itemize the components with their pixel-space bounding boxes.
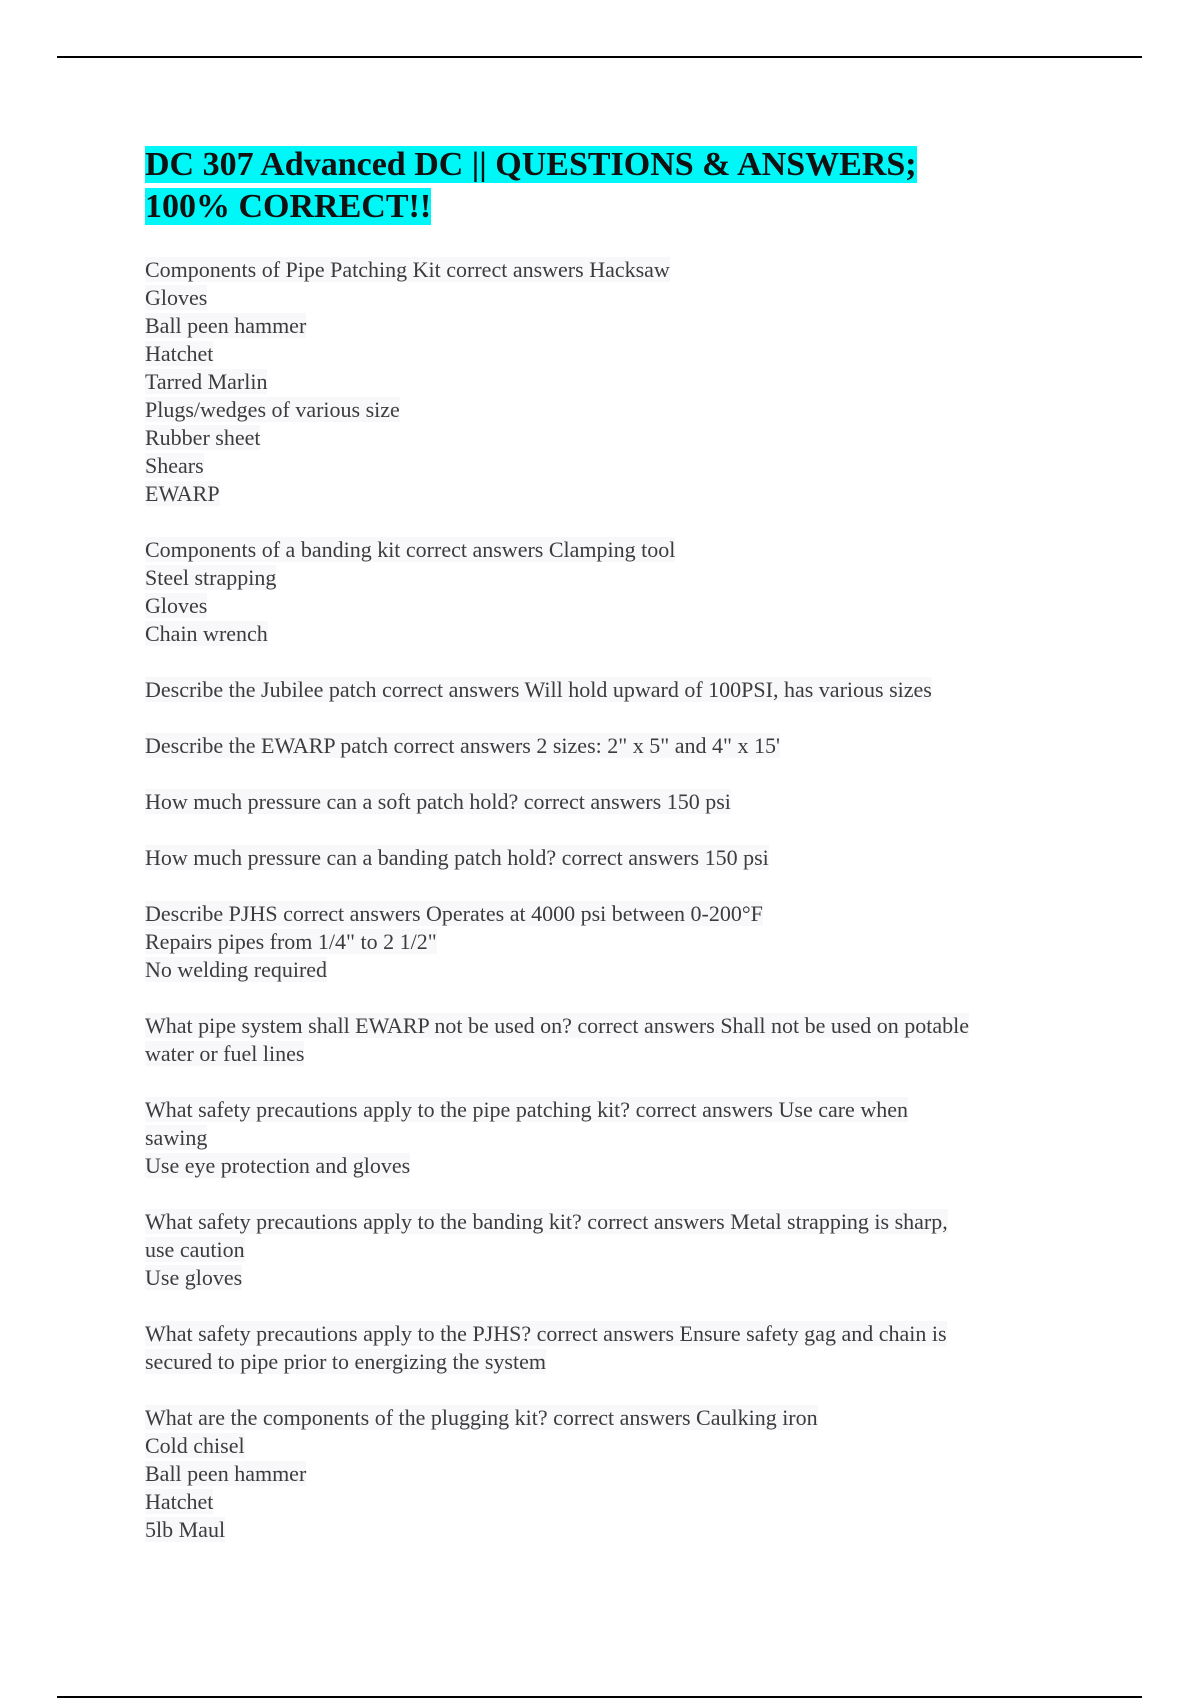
qa-entry: [145, 1096, 1075, 1180]
qa-line: [145, 620, 1075, 648]
qa-line: [145, 536, 1075, 564]
qa-line: [145, 1096, 1075, 1124]
qa-line-text: Chain wrench: [145, 621, 268, 646]
qa-line-text: Use eye protection and gloves: [145, 1153, 411, 1178]
qa-line: [145, 676, 1075, 704]
qa-entry: [145, 1012, 1075, 1068]
qa-line: [145, 1208, 1075, 1236]
qa-line-text: 5lb Maul: [145, 1517, 226, 1542]
title-line-1: DC 307 Advanced DC || QUESTIONS & ANSWERS;: [145, 146, 917, 183]
qa-line: [145, 340, 1075, 368]
qa-line-text: How much pressure can a soft patch hold? correct answers 150 psi: [145, 789, 731, 814]
qa-line: [145, 1264, 1075, 1292]
qa-line: [145, 1348, 1075, 1376]
qa-line: [145, 1404, 1075, 1432]
qa-line: [145, 564, 1075, 592]
qa-line: [145, 480, 1075, 508]
qa-line-text: Hatchet: [145, 1489, 214, 1514]
qa-line-text: Describe PJHS correct answers Operates at 4000 psi between 0-200°F: [145, 901, 763, 926]
qa-line-text: Tarred Marlin: [145, 369, 268, 394]
qa-entry: [145, 1320, 1075, 1376]
qa-line: [145, 844, 1075, 872]
qa-line-text: No welding required: [145, 957, 328, 982]
qa-line: [145, 1012, 1075, 1040]
qa-line: [145, 1320, 1075, 1348]
qa-line-text: Components of Pipe Patching Kit correct answers Hacksaw: [145, 257, 670, 282]
qa-line-text: Plugs/wedges of various size: [145, 397, 400, 422]
qa-line-text: Rubber sheet: [145, 425, 261, 450]
qa-line-text: Hatchet: [145, 341, 214, 366]
qa-list: [145, 256, 1075, 1544]
top-divider: [57, 56, 1142, 58]
qa-line: [145, 424, 1075, 452]
qa-line-text: What safety precautions apply to the banding kit? correct answers Metal strapping is sharp,: [145, 1209, 948, 1234]
qa-line-text: Components of a banding kit correct answers Clamping tool: [145, 537, 676, 562]
qa-line-text: What are the components of the plugging kit? correct answers Caulking iron: [145, 1405, 818, 1430]
qa-entry: [145, 536, 1075, 648]
document-page: [145, 144, 1075, 1572]
qa-line-text: Describe the EWARP patch correct answers 2 sizes: 2" x 5" and 4" x 15': [145, 733, 780, 758]
qa-line: [145, 732, 1075, 760]
qa-line: [145, 928, 1075, 956]
qa-line-text: water or fuel lines: [145, 1041, 305, 1066]
qa-entry: [145, 900, 1075, 984]
qa-line-text: What safety precautions apply to the PJHS? correct answers Ensure safety gag and chain is: [145, 1321, 947, 1346]
qa-line-text: What safety precautions apply to the pipe patching kit? correct answers Use care when: [145, 1097, 908, 1122]
qa-entry: [145, 1208, 1075, 1292]
qa-entry: [145, 788, 1075, 816]
qa-line: [145, 312, 1075, 340]
qa-line: [145, 788, 1075, 816]
title-line-2: 100% CORRECT!!: [145, 188, 432, 225]
qa-line: [145, 396, 1075, 424]
qa-line: [145, 1124, 1075, 1152]
qa-line-text: EWARP: [145, 481, 220, 506]
qa-line: [145, 284, 1075, 312]
qa-line: [145, 1460, 1075, 1488]
qa-line-text: sawing: [145, 1125, 208, 1150]
qa-line-text: Gloves: [145, 593, 208, 618]
qa-line-text: secured to pipe prior to energizing the system: [145, 1349, 546, 1374]
qa-line: [145, 256, 1075, 284]
qa-line-text: How much pressure can a banding patch hold? correct answers 150 psi: [145, 845, 769, 870]
qa-line: [145, 956, 1075, 984]
qa-line: [145, 1152, 1075, 1180]
qa-line: [145, 1488, 1075, 1516]
qa-entry: [145, 1404, 1075, 1544]
qa-line-text: Steel strapping: [145, 565, 277, 590]
qa-line-text: Cold chisel: [145, 1433, 245, 1458]
qa-entry: [145, 676, 1075, 704]
qa-line-text: Repairs pipes from 1/4" to 2 1/2": [145, 929, 437, 954]
qa-line: [145, 592, 1075, 620]
qa-line-text: What pipe system shall EWARP not be used on? correct answers Shall not be used on potable: [145, 1013, 970, 1038]
qa-line: [145, 1432, 1075, 1460]
qa-line-text: Ball peen hammer: [145, 313, 307, 338]
qa-entry: [145, 256, 1075, 508]
qa-line-text: Use gloves: [145, 1265, 243, 1290]
qa-line: [145, 1040, 1075, 1068]
qa-entry: [145, 844, 1075, 872]
qa-entry: [145, 732, 1075, 760]
qa-line-text: Describe the Jubilee patch correct answers Will hold upward of 100PSI, has various sizes: [145, 677, 932, 702]
qa-line: [145, 452, 1075, 480]
bottom-divider: [57, 1696, 1142, 1698]
document-title: [145, 144, 1075, 228]
qa-line-text: Gloves: [145, 285, 208, 310]
qa-line-text: Ball peen hammer: [145, 1461, 307, 1486]
qa-line: [145, 368, 1075, 396]
qa-line: [145, 1516, 1075, 1544]
qa-line-text: use caution: [145, 1237, 245, 1262]
qa-line: [145, 900, 1075, 928]
qa-line-text: Shears: [145, 453, 204, 478]
qa-line: [145, 1236, 1075, 1264]
